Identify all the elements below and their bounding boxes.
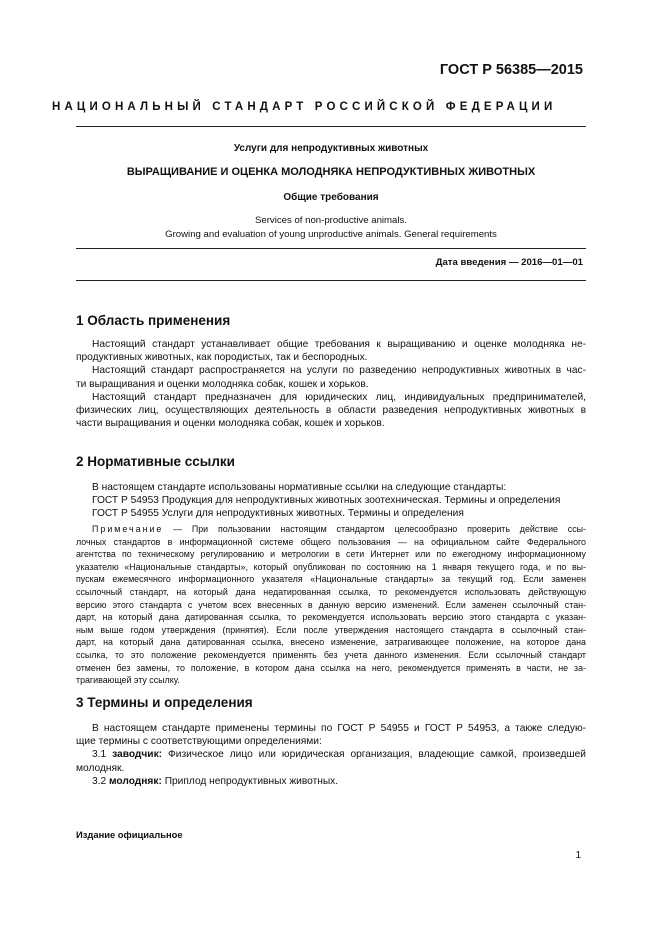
reference-item: ГОСТ Р 54953 Продукция для непродуктивных животных зоотехническая. Термины и определения — [92, 495, 561, 507]
reference-item: ГОСТ Р 54955 Услуги для непродуктивных животных. Термины и определения — [92, 508, 464, 520]
paragraph-line: Настоящий стандарт предназначен для юридических лиц, индивидуальных предпринимателей, — [92, 391, 586, 403]
document-subtitle: Общие требования — [283, 192, 379, 203]
note-label: Примечание — [92, 524, 164, 534]
paragraph-line: Настоящий стандарт распространяется на услуги по разведению непродуктивных животных в час- — [92, 365, 586, 377]
note-line: указателю «Национальные стандарты», который опубликован по состоянию на 1 января текущего года, и по вы- — [76, 561, 586, 572]
paragraph-line: физических лиц, осуществляющих деятельность в области разведения непродуктивных животных в — [76, 405, 586, 417]
note-block — [76, 523, 586, 687]
paragraph-line: продуктивных животных, как породистых, так и беспородных. — [76, 352, 368, 364]
section-3-body — [76, 722, 586, 788]
paragraph-line: молодняк. — [76, 762, 125, 774]
paragraph-line: щие термины с соответствующими определениями: — [76, 736, 322, 748]
section-2-heading: 2 Нормативные ссылки — [76, 454, 235, 469]
term-definition: 3.1 заводчик: Физическое лицо или юридическая организация, владеющие самкой, произведшей — [92, 749, 586, 761]
introduction-date: Дата введения — 2016—01—01 — [435, 257, 583, 268]
term-name: заводчик: — [112, 749, 163, 761]
note-line: пускам ежемесячного информационного указателя «Национальные стандарты» за текущий год. Если заменен — [76, 574, 586, 585]
title-category: Услуги для непродуктивных животных — [233, 143, 429, 154]
document-title: ВЫРАЩИВАНИЕ И ОЦЕНКА МОЛОДНЯКА НЕПРОДУКТИВНЫХ ЖИВОТНЫХ — [126, 166, 536, 178]
paragraph-line: В настоящем стандарте использованы нормативные ссылки на следующие стандарты: — [92, 482, 507, 493]
top-rule — [76, 126, 586, 127]
term-name: молодняк: — [109, 775, 162, 787]
page-number: 1 — [575, 850, 581, 861]
note-line: трагивающей эту ссылку. — [76, 675, 180, 686]
lower-rule — [76, 280, 586, 281]
note-line: агентства по техническому регулированию и метрологии в сети Интернет или по ежегодному информационному — [76, 549, 586, 560]
paragraph-line: ти выращивания и оценки молодняка собак, кошек и хорьков. — [76, 378, 369, 390]
section-1-body — [76, 338, 586, 430]
english-title-line-1: Services of non-productive animals. — [255, 215, 407, 226]
english-title-line-2: Growing and evaluation of young unproductive animals. General requirements — [165, 229, 497, 240]
section-2-body — [76, 481, 586, 521]
note-line: отменен без замены, то положение, в котором дана ссылка на него, рекомендуется применять в части, не за- — [76, 662, 586, 673]
paragraph-line: В настоящем стандарте применены термины по ГОСТ Р 54955 и ГОСТ Р 54953, а также следую- — [92, 723, 586, 734]
note-line: лочных стандартов в информационной системе общего пользования — на официальном сайте Федерального — [76, 536, 586, 547]
middle-rule — [76, 248, 586, 249]
note-line: ссылочный стандарт, на который дана недатированная ссылка, то рекомендуется использовать действующую — [76, 586, 586, 597]
term-definition: 3.2 молодняк: Приплод непродуктивных животных. — [92, 775, 339, 787]
note-line: ным выше годом утверждения (принятия). Если после утверждения настоящего стандарта в ссылочный стан- — [76, 624, 586, 635]
standard-number: ГОСТ Р 56385—2015 — [439, 62, 583, 78]
official-publication-label: Издание официальное — [76, 829, 183, 840]
section-3-heading: 3 Термины и определения — [76, 695, 253, 710]
note-line: ссылка, то это положение рекомендуется применять без учета данного изменения. Если ссылочный стандарт — [76, 649, 586, 660]
paragraph-line: части выращивания и оценки молодняка собак, кошек и хорьков. — [76, 418, 385, 430]
note-line: Примечание — При пользовании настоящим стандартом целесообразно проверить действие ссы- — [92, 524, 586, 534]
note-line: дарт, на который дана датированная ссылка, то рекомендуется использовать версию этого стандарта с указан- — [76, 612, 586, 623]
note-line: версию этого стандарта с учетом всех внесенных в данную версию изменений. Если заменен ссылочный стан- — [76, 599, 586, 610]
note-line: дарт, на который дана датированная ссылка, внесено изменение, затрагивающее положение, на которое дана — [76, 637, 586, 648]
paragraph-line: Настоящий стандарт устанавливает общие требования к выращиванию и оценке молодняка не- — [92, 339, 586, 350]
national-standard-title: НАЦИОНАЛЬНЫЙ СТАНДАРТ РОССИЙСКОЙ ФЕДЕРАЦИИ — [52, 101, 557, 113]
section-1-heading: 1 Область применения — [76, 313, 231, 328]
